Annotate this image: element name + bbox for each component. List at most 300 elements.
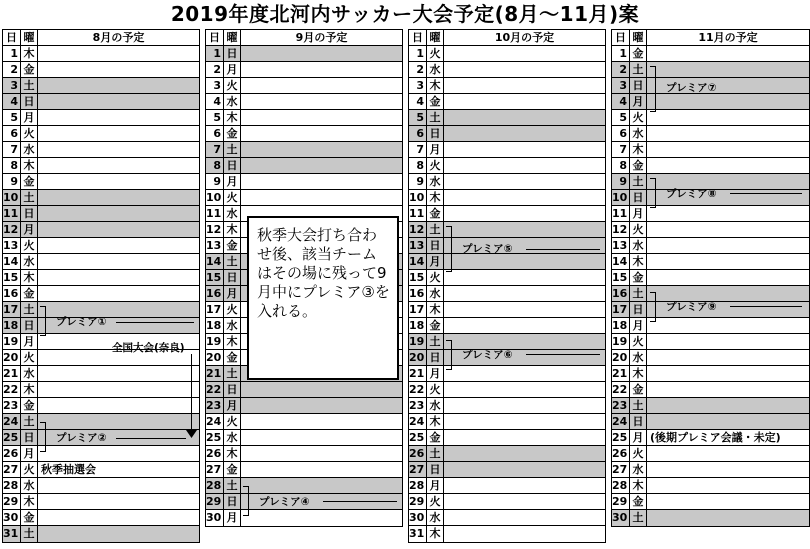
weekday: 金 <box>224 350 241 365</box>
event-note <box>647 318 809 333</box>
event-note <box>647 350 809 365</box>
table-row <box>206 190 402 206</box>
event-note <box>647 366 809 381</box>
table-row <box>612 414 809 430</box>
weekday: 水 <box>224 430 241 445</box>
table-row <box>612 478 809 494</box>
weekday: 金 <box>630 270 647 285</box>
weekday: 月 <box>224 398 241 413</box>
event-note <box>241 158 402 173</box>
event-note <box>444 158 605 173</box>
table-row <box>409 398 605 414</box>
day-number: 1 <box>612 46 630 61</box>
day-number: 6 <box>206 126 224 141</box>
table-row <box>3 46 199 62</box>
day-number: 22 <box>3 382 21 397</box>
table-row <box>612 270 809 286</box>
note-box: 秋季大会打ち合わせ後、該当チームはその場に残って9月中にプレミア③を入れる。 <box>247 216 399 380</box>
weekday: 火 <box>21 462 38 477</box>
event-note <box>38 446 199 461</box>
table-header <box>409 30 605 46</box>
header-month-label: 10月の予定 <box>494 31 555 44</box>
weekday: 火 <box>21 238 38 253</box>
day-number: 31 <box>3 526 21 542</box>
october-table <box>408 29 606 543</box>
day-number: 2 <box>409 62 427 77</box>
event-note <box>38 62 199 77</box>
event-note <box>647 238 809 253</box>
weekday: 火 <box>21 126 38 141</box>
premier5-bracket <box>446 226 452 272</box>
weekday: 木 <box>630 254 647 269</box>
event-note <box>38 46 199 61</box>
day-number: 4 <box>3 94 21 109</box>
event-note <box>444 494 605 509</box>
premier5-label: プレミア⑤ <box>462 243 513 255</box>
table-row <box>612 462 809 478</box>
weekday: 水 <box>21 142 38 157</box>
day-number: 8 <box>206 158 224 173</box>
day-number: 30 <box>409 510 427 525</box>
event-note <box>444 254 605 269</box>
table-row <box>206 510 402 526</box>
table-row <box>409 510 605 526</box>
weekday: 火 <box>630 222 647 237</box>
day-number: 8 <box>3 158 21 173</box>
table-row <box>612 222 809 238</box>
day-number: 3 <box>3 78 21 93</box>
day-number: 5 <box>206 110 224 125</box>
weekday: 水 <box>224 94 241 109</box>
weekday: 金 <box>21 510 38 525</box>
event-note <box>647 206 809 221</box>
day-number: 4 <box>612 94 630 109</box>
table-row <box>612 142 809 158</box>
event-note <box>444 462 605 477</box>
table-row <box>3 382 199 398</box>
table-row <box>612 398 809 414</box>
event-note <box>38 286 199 301</box>
table-row <box>3 142 199 158</box>
day-number: 26 <box>612 446 630 461</box>
weekday: 木 <box>21 382 38 397</box>
day-number: 28 <box>206 478 224 493</box>
event-note <box>647 158 809 173</box>
day-number: 26 <box>206 446 224 461</box>
table-row <box>3 478 199 494</box>
day-number: 1 <box>206 46 224 61</box>
event-note <box>647 94 809 109</box>
table-row <box>612 94 809 110</box>
event-note <box>38 238 199 253</box>
day-number: 27 <box>409 462 427 477</box>
header-day: 日 <box>612 30 630 45</box>
weekday: 水 <box>630 462 647 477</box>
day-number: 10 <box>3 190 21 205</box>
day-number: 28 <box>3 478 21 493</box>
table-row <box>206 446 402 462</box>
weekday: 水 <box>224 318 241 333</box>
event-note <box>647 142 809 157</box>
table-row <box>409 94 605 110</box>
day-number: 10 <box>409 190 427 205</box>
day-number: 18 <box>206 318 224 333</box>
event-note <box>38 190 199 205</box>
day-number: 13 <box>3 238 21 253</box>
day-number: 13 <box>206 238 224 253</box>
table-row <box>409 318 605 334</box>
day-number: 8 <box>612 158 630 173</box>
event-note <box>241 478 402 493</box>
weekday: 月 <box>630 206 647 221</box>
event-note <box>647 398 809 413</box>
weekday: 火 <box>427 270 444 285</box>
header-day: 日 <box>409 30 427 45</box>
weekday: 水 <box>630 126 647 141</box>
day-number: 20 <box>206 350 224 365</box>
premier6-line <box>526 354 600 355</box>
weekday: 金 <box>224 462 241 477</box>
event-note <box>444 286 605 301</box>
day-number: 11 <box>612 206 630 221</box>
weekday: 火 <box>427 382 444 397</box>
weekday: 日 <box>224 270 241 285</box>
day-number: 15 <box>206 270 224 285</box>
day-number: 18 <box>3 318 21 333</box>
day-number: 23 <box>206 398 224 413</box>
weekday: 月 <box>427 366 444 381</box>
day-number: 6 <box>409 126 427 141</box>
table-row <box>612 158 809 174</box>
day-number: 5 <box>409 110 427 125</box>
day-number: 29 <box>409 494 427 509</box>
event-note <box>444 110 605 125</box>
header-month-label: 8月の予定 <box>92 31 145 44</box>
table-row <box>3 94 199 110</box>
table-row <box>409 222 605 238</box>
event-note <box>38 126 199 141</box>
day-number: 2 <box>206 62 224 77</box>
table-row <box>612 46 809 62</box>
premier8-line <box>730 193 802 194</box>
weekday: 火 <box>630 110 647 125</box>
event-note <box>444 302 605 317</box>
event-note: (後期プレミア会議・未定) <box>650 431 781 444</box>
weekday: 土 <box>630 174 647 189</box>
weekday: 土 <box>630 398 647 413</box>
event-note <box>444 414 605 429</box>
event-note <box>38 398 199 413</box>
weekday: 火 <box>224 414 241 429</box>
day-number: 19 <box>206 334 224 349</box>
table-row <box>409 302 605 318</box>
weekday: 日 <box>21 94 38 109</box>
weekday: 火 <box>630 446 647 461</box>
event-note <box>241 510 402 526</box>
table-row <box>612 382 809 398</box>
day-number: 16 <box>3 286 21 301</box>
day-number: 23 <box>612 398 630 413</box>
table-row <box>612 206 809 222</box>
day-number: 29 <box>3 494 21 509</box>
day-number: 14 <box>409 254 427 269</box>
event-note <box>647 110 809 125</box>
event-note <box>38 110 199 125</box>
weekday: 火 <box>427 158 444 173</box>
weekday: 土 <box>224 254 241 269</box>
premier2-line <box>116 438 186 439</box>
event-note <box>647 494 809 509</box>
premier1-line <box>116 322 194 323</box>
weekday: 水 <box>21 366 38 381</box>
event-note <box>444 366 605 381</box>
table-row <box>409 110 605 126</box>
weekday: 日 <box>224 382 241 397</box>
day-number: 22 <box>612 382 630 397</box>
day-number: 17 <box>409 302 427 317</box>
header-weekday: 曜 <box>224 30 241 45</box>
table-row <box>612 350 809 366</box>
premier1-bracket <box>40 306 46 336</box>
table-row <box>206 142 402 158</box>
table-row <box>3 126 199 142</box>
weekday: 月 <box>224 62 241 77</box>
event-note <box>444 126 605 141</box>
event-note <box>444 478 605 493</box>
day-number: 28 <box>612 478 630 493</box>
event-note <box>647 222 809 237</box>
event-note <box>241 94 402 109</box>
weekday: 日 <box>224 494 241 509</box>
day-number: 24 <box>612 414 630 429</box>
november-table <box>611 29 810 527</box>
table-row <box>206 430 402 446</box>
table-row <box>612 318 809 334</box>
weekday: 月 <box>224 174 241 189</box>
header-weekday: 曜 <box>21 30 38 45</box>
day-number: 15 <box>612 270 630 285</box>
day-number: 27 <box>3 462 21 477</box>
weekday: 水 <box>427 174 444 189</box>
weekday: 日 <box>21 206 38 221</box>
table-row <box>409 78 605 94</box>
event-note <box>444 46 605 61</box>
weekday: 土 <box>630 510 647 526</box>
event-note <box>647 478 809 493</box>
table-row <box>409 286 605 302</box>
event-note <box>647 46 809 61</box>
table-row <box>3 222 199 238</box>
event-note <box>241 142 402 157</box>
event-note <box>647 446 809 461</box>
weekday: 木 <box>224 110 241 125</box>
day-number: 19 <box>612 334 630 349</box>
day-number: 20 <box>612 350 630 365</box>
weekday: 水 <box>630 350 647 365</box>
day-number: 15 <box>409 270 427 285</box>
day-number: 29 <box>206 494 224 509</box>
weekday: 金 <box>427 94 444 109</box>
table-row <box>409 174 605 190</box>
weekday: 金 <box>427 206 444 221</box>
weekday: 土 <box>21 190 38 205</box>
weekday: 金 <box>224 238 241 253</box>
day-number: 2 <box>3 62 21 77</box>
day-number: 12 <box>3 222 21 237</box>
weekday: 日 <box>630 78 647 93</box>
event-note <box>444 446 605 461</box>
day-number: 13 <box>409 238 427 253</box>
day-number: 25 <box>409 430 427 445</box>
event-note <box>241 62 402 77</box>
table-row <box>206 158 402 174</box>
weekday: 月 <box>224 286 241 301</box>
table-row <box>612 126 809 142</box>
day-number: 16 <box>409 286 427 301</box>
weekday: 金 <box>427 430 444 445</box>
event-note <box>241 78 402 93</box>
premier7-label: プレミア⑦ <box>666 82 717 94</box>
premier2-label: プレミア② <box>56 432 107 444</box>
weekday: 金 <box>630 46 647 61</box>
table-row <box>409 446 605 462</box>
weekday: 土 <box>21 414 38 429</box>
table-row <box>3 414 199 430</box>
weekday: 木 <box>21 494 38 509</box>
weekday: 土 <box>427 446 444 461</box>
event-note <box>444 526 605 542</box>
header-day: 日 <box>3 30 21 45</box>
weekday: 木 <box>224 334 241 349</box>
event-note <box>38 142 199 157</box>
event-note <box>38 526 199 542</box>
event-note <box>38 94 199 109</box>
day-number: 3 <box>206 78 224 93</box>
weekday: 月 <box>21 334 38 349</box>
day-number: 16 <box>206 286 224 301</box>
weekday: 土 <box>224 142 241 157</box>
weekday: 月 <box>21 110 38 125</box>
day-number: 1 <box>3 46 21 61</box>
weekday: 木 <box>630 142 647 157</box>
table-row <box>409 206 605 222</box>
day-number: 21 <box>409 366 427 381</box>
table-row <box>3 494 199 510</box>
day-number: 30 <box>206 510 224 526</box>
event-note <box>444 270 605 285</box>
premier7-bracket <box>650 66 656 112</box>
weekday: 金 <box>630 158 647 173</box>
table-row <box>206 174 402 190</box>
premier1-label: プレミア① <box>56 316 107 328</box>
table-row <box>3 398 199 414</box>
event-note <box>38 174 199 189</box>
table-row <box>612 334 809 350</box>
table-row <box>3 270 199 286</box>
day-number: 2 <box>612 62 630 77</box>
table-row <box>612 430 809 446</box>
weekday: 月 <box>630 318 647 333</box>
event-note <box>241 398 402 413</box>
weekday: 土 <box>427 222 444 237</box>
header-day: 日 <box>206 30 224 45</box>
event-note <box>444 142 605 157</box>
event-note <box>38 78 199 93</box>
weekday: 日 <box>427 238 444 253</box>
day-number: 21 <box>3 366 21 381</box>
weekday: 金 <box>21 62 38 77</box>
day-number: 17 <box>612 302 630 317</box>
event-note <box>38 206 199 221</box>
weekday: 月 <box>427 478 444 493</box>
day-number: 24 <box>409 414 427 429</box>
day-number: 21 <box>612 366 630 381</box>
day-number: 14 <box>612 254 630 269</box>
header-weekday: 曜 <box>427 30 444 45</box>
event-note <box>444 382 605 397</box>
weekday: 金 <box>224 126 241 141</box>
day-number: 25 <box>612 430 630 445</box>
event-note <box>241 430 402 445</box>
day-number: 6 <box>3 126 21 141</box>
national-tournament-label: 全国大会(奈良) <box>112 342 185 354</box>
table-row <box>3 366 199 382</box>
event-note <box>444 222 605 237</box>
premier4-label: プレミア④ <box>259 496 310 508</box>
event-note <box>444 318 605 333</box>
table-row <box>3 62 199 78</box>
day-number: 18 <box>612 318 630 333</box>
table-row <box>409 430 605 446</box>
table-row <box>409 366 605 382</box>
weekday: 火 <box>630 334 647 349</box>
day-number: 7 <box>3 142 21 157</box>
table-row <box>3 110 199 126</box>
table-row <box>409 382 605 398</box>
weekday: 日 <box>224 46 241 61</box>
day-number: 9 <box>3 174 21 189</box>
event-note <box>38 494 199 509</box>
event-note <box>241 126 402 141</box>
table-row <box>409 414 605 430</box>
weekday: 金 <box>630 382 647 397</box>
weekday: 水 <box>427 398 444 413</box>
weekday: 水 <box>427 286 444 301</box>
weekday: 日 <box>21 430 38 445</box>
day-number: 21 <box>206 366 224 381</box>
day-number: 22 <box>206 382 224 397</box>
table-row <box>3 238 199 254</box>
weekday: 土 <box>21 302 38 317</box>
day-number: 19 <box>3 334 21 349</box>
weekday: 木 <box>224 446 241 461</box>
event-note <box>38 270 199 285</box>
event-note <box>647 414 809 429</box>
premier2-bracket <box>40 422 46 452</box>
day-number: 12 <box>612 222 630 237</box>
table-row <box>3 174 199 190</box>
table-row <box>206 62 402 78</box>
day-number: 1 <box>409 46 427 61</box>
day-number: 29 <box>612 494 630 509</box>
weekday: 月 <box>630 430 647 445</box>
day-number: 7 <box>409 142 427 157</box>
arrow-down-icon <box>186 430 197 438</box>
day-number: 11 <box>409 206 427 221</box>
weekday: 金 <box>427 318 444 333</box>
event-note <box>647 254 809 269</box>
weekday: 火 <box>224 78 241 93</box>
